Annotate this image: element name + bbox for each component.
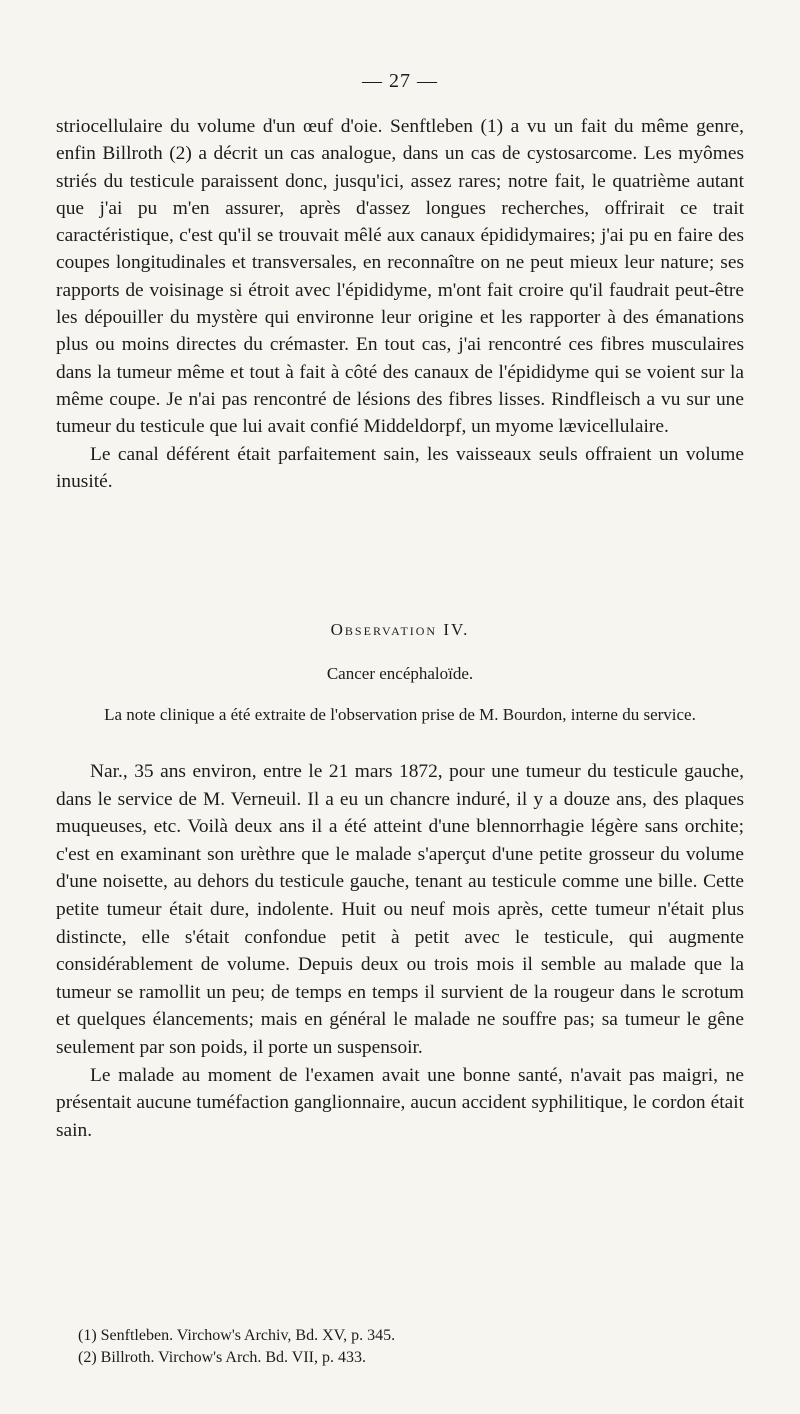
observation-title: Observation IV. <box>330 620 470 639</box>
paragraph-case-history: Nar., 35 ans environ, entre le 21 mars 1872, pour une tumeur du testicule gauche, dans le service de M. Verneuil. Il a eu un chancre induré, il y a douze ans, des plaques muqueuses, etc. Voilà deux ans il a été atteint d'une blennorrhagie légère sans orchite; c'est en examinant son urèthre que le malade s'aperçut d'une petite grosseur du volume d'une noisette, au dehors du testicule gauche, tenant au testicule comme une bille. Cette petite tumeur était dure, indolente. Huit ou neuf mois après, cette tumeur n'était plus distincte, elle s'était confondue petit à petit avec le testicule, qui augmente considérablement de volume. Depuis deux ou trois mois il semble au malade que la tumeur se ramollit un peu; de temps en temps il survient de la rougeur dans le scrotum et quelques élancements; mais en général le malade ne souffre pas; sa tumeur le gêne seulement par son poids, il porte un suspensoir. <box>56 761 744 1058</box>
text-block-case <box>56 758 744 1144</box>
footnote-2: (2) Billroth. Virchow's Arch. Bd. VII, p. 433. <box>78 1349 366 1366</box>
page-number: — 27 — <box>362 70 438 92</box>
paragraph-myomes: striocellulaire du volume d'un œuf d'oie. Senftleben (1) a vu un fait du même genre, enfin Billroth (2) a décrit un cas analogue, dans un cas de cystosarcome. Les myômes striés du testicule paraissent donc, jusqu'ici, assez rares; notre fait, le quatrième autant que j'ai pu m'en assurer, après d'assez longues recherches, offrirait ce trait caractéristique, c'est qu'il se trouvait mêlé aux canaux épididymaires; j'ai pu en faire des coupes longitudinales et transversales, en reconnaître on ne peut mieux leur nature; ses rapports de voisinage si étroit avec l'épididyme, m'ont fait croire qu'il faudrait peut-être les dépouiller du mystère qui environne leur origine et les rapporter à des émanations plus ou moins directes du crémaster. En tout cas, j'ai rencontré ces fibres musculaires dans la tumeur même et tout à fait à côté des canaux de l'épididyme qui se voient sur la même coupe. Je n'ai pas rencontré de lésions des fibres lisses. Rindfleisch a vu sur une tumeur du testicule que lui avait confié Middeldorpf, un myome lævicellulaire. <box>56 116 744 438</box>
footnote-1: (1) Senftleben. Virchow's Archiv, Bd. XV, p. 345. <box>78 1327 396 1344</box>
observation-subtitle: Cancer encéphaloïde. <box>326 664 474 683</box>
text-block-top <box>56 113 744 495</box>
clinical-note: La note clinique a été extraite de l'observation prise de M. Bourdon, interne du service. <box>104 705 696 724</box>
paragraph-examination: Le malade au moment de l'examen avait une bonne santé, n'avait pas maigri, ne présentait aucune tuméfaction ganglionnaire, aucun accident syphilitique, le cordon était sain. <box>56 1064 744 1141</box>
paragraph-canal-deferent: Le canal déférent était parfaitement sain, les vaisseaux seuls offraient un volume inusité. <box>56 443 744 492</box>
footnotes <box>78 1325 738 1369</box>
